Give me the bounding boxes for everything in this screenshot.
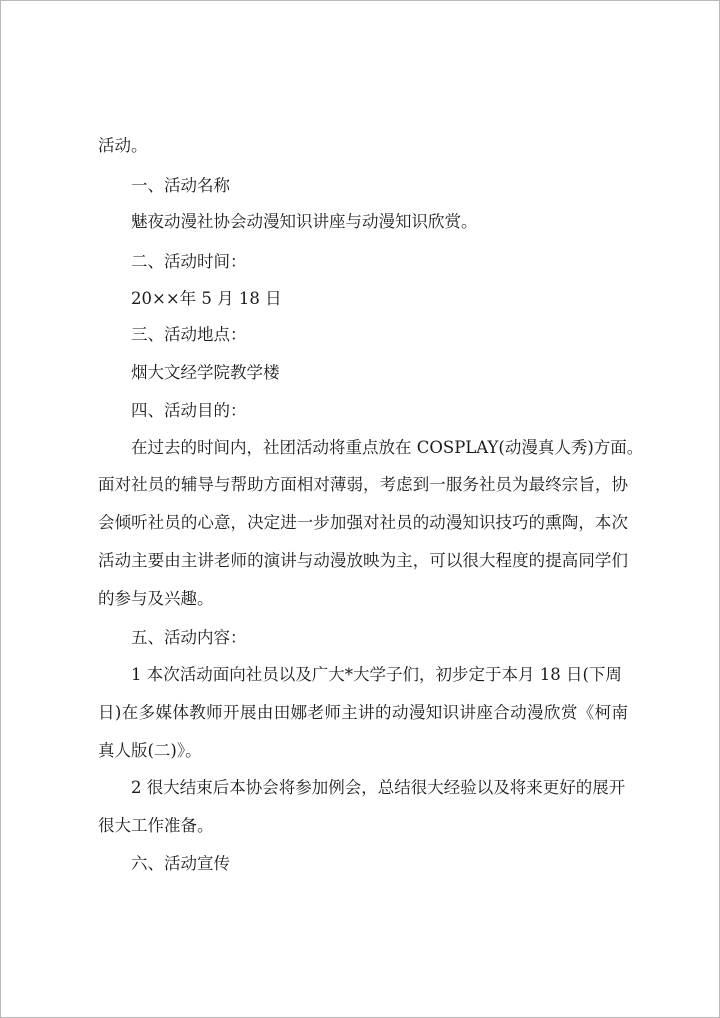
text-line: 烟大文经学院教学楼 [131,363,280,382]
paragraph-line: 2 很大结束后本协会将参加例会，总结很大经验以及将来更好的展开 [131,778,626,797]
paragraph-line: 面对社员的辅导与帮助方面相对薄弱，考虑到一服务社员为最终宗旨，协 [98,475,628,494]
section-heading: 二、活动时间： [131,252,247,271]
text-line: 活动。 [98,136,148,155]
paragraph-line: 活动主要由主讲老师的演讲与动漫放映为主，可以很大程度的提高同学们 [98,551,628,570]
paragraph-line: 1 本次活动面向社员以及广大*大学子们，初步定于本月 18 日(下周 [131,665,622,684]
text-line: 魅夜动漫社协会动漫知识讲座与动漫知识欣赏。 [131,212,478,231]
section-heading: 三、活动地点： [131,325,247,344]
paragraph-line: 日)在多媒体教师开展由田娜老师主讲的动漫知识讲座合动漫欣赏《柯南 [98,703,628,722]
section-heading: 四、活动目的： [131,401,247,420]
section-heading: 一、活动名称 [131,176,230,195]
paragraph-line: 很大工作准备。 [98,816,214,835]
section-heading: 五、活动内容： [131,628,247,647]
section-heading: 六、活动宣传 [131,854,230,873]
paragraph-line: 在过去的时间内，社团活动将重点放在 COSPLAY(动漫真人秀)方面。 [131,438,644,457]
paragraph-line: 会倾听社员的心意，决定进一步加强对社员的动漫知识技巧的熏陶，本次 [98,513,628,532]
paragraph-line: 的参与及兴趣。 [98,589,214,608]
paragraph-line: 真人版(二)》。 [98,741,202,760]
text-line: 20××年 5 月 18 日 [131,289,282,308]
